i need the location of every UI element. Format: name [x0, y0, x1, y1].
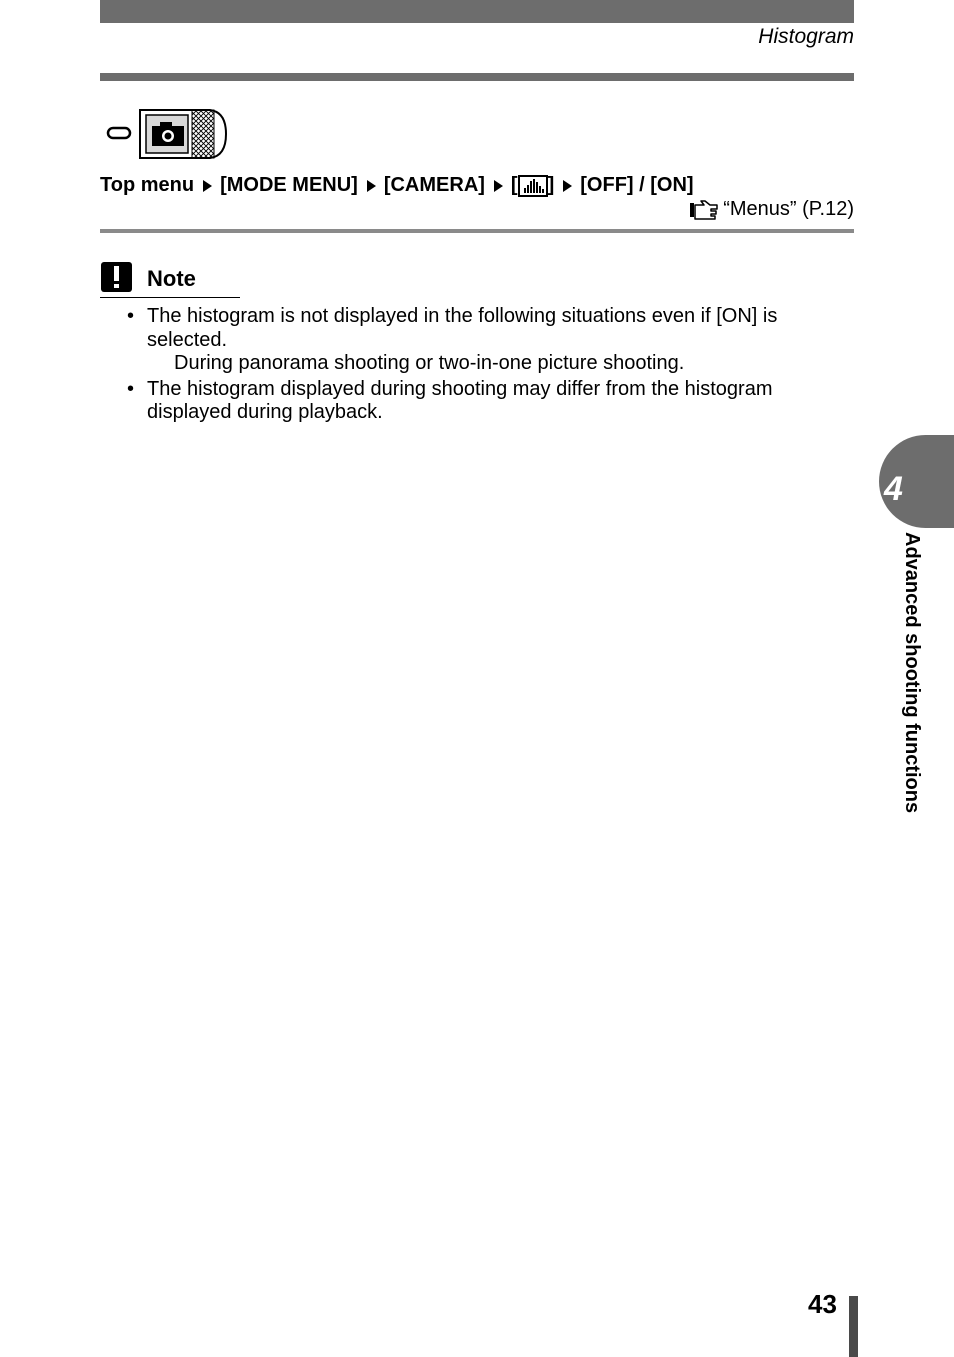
header-bar [100, 0, 854, 23]
bullet-dot: • [127, 305, 135, 327]
section-divider [100, 229, 854, 233]
arrow-right-icon [563, 180, 572, 192]
page-edge-bar [849, 1296, 858, 1357]
menu-path [100, 174, 694, 197]
list-item [100, 305, 820, 376]
note-exclamation-icon [101, 262, 132, 292]
chapter-number: 4 [884, 470, 903, 508]
reference-text: “Menus” (P.12) [723, 198, 854, 220]
menu-path-top-menu: Top menu [100, 174, 195, 196]
note-item-text: The histogram is not displayed in the following situations even if [ON] is selected. [147, 305, 778, 351]
menu-path-bracket-open: [ [510, 174, 518, 196]
arrow-right-icon [203, 180, 212, 192]
section-title: Histogram [758, 25, 854, 48]
list-item [100, 378, 820, 425]
arrow-right-icon [367, 180, 376, 192]
arrow-right-icon [494, 180, 503, 192]
note-item-text: The histogram displayed during shooting may differ from the histogram displayed during playback. [147, 377, 773, 423]
mode-dial-camera-icon [106, 106, 230, 162]
page-number: 43 [808, 1289, 837, 1319]
note-heading [100, 262, 240, 298]
note-title: Note [147, 266, 196, 291]
reference-link [689, 198, 854, 221]
note-item-subtext: During panorama shooting or two-in-one picture shooting. [174, 352, 685, 374]
reference-hand-icon [689, 199, 719, 221]
menu-path-mode-menu: [MODE MENU] [220, 174, 358, 196]
histogram-icon [518, 175, 548, 197]
header-rule [100, 73, 854, 81]
note-list [100, 305, 820, 427]
menu-path-options: [OFF] / [ON] [580, 174, 694, 196]
chapter-label: Advanced shooting functions [901, 532, 923, 814]
menu-path-camera: [CAMERA] [383, 174, 485, 196]
menu-path-bracket-close: ] [547, 174, 555, 196]
bullet-dot: • [127, 377, 135, 400]
